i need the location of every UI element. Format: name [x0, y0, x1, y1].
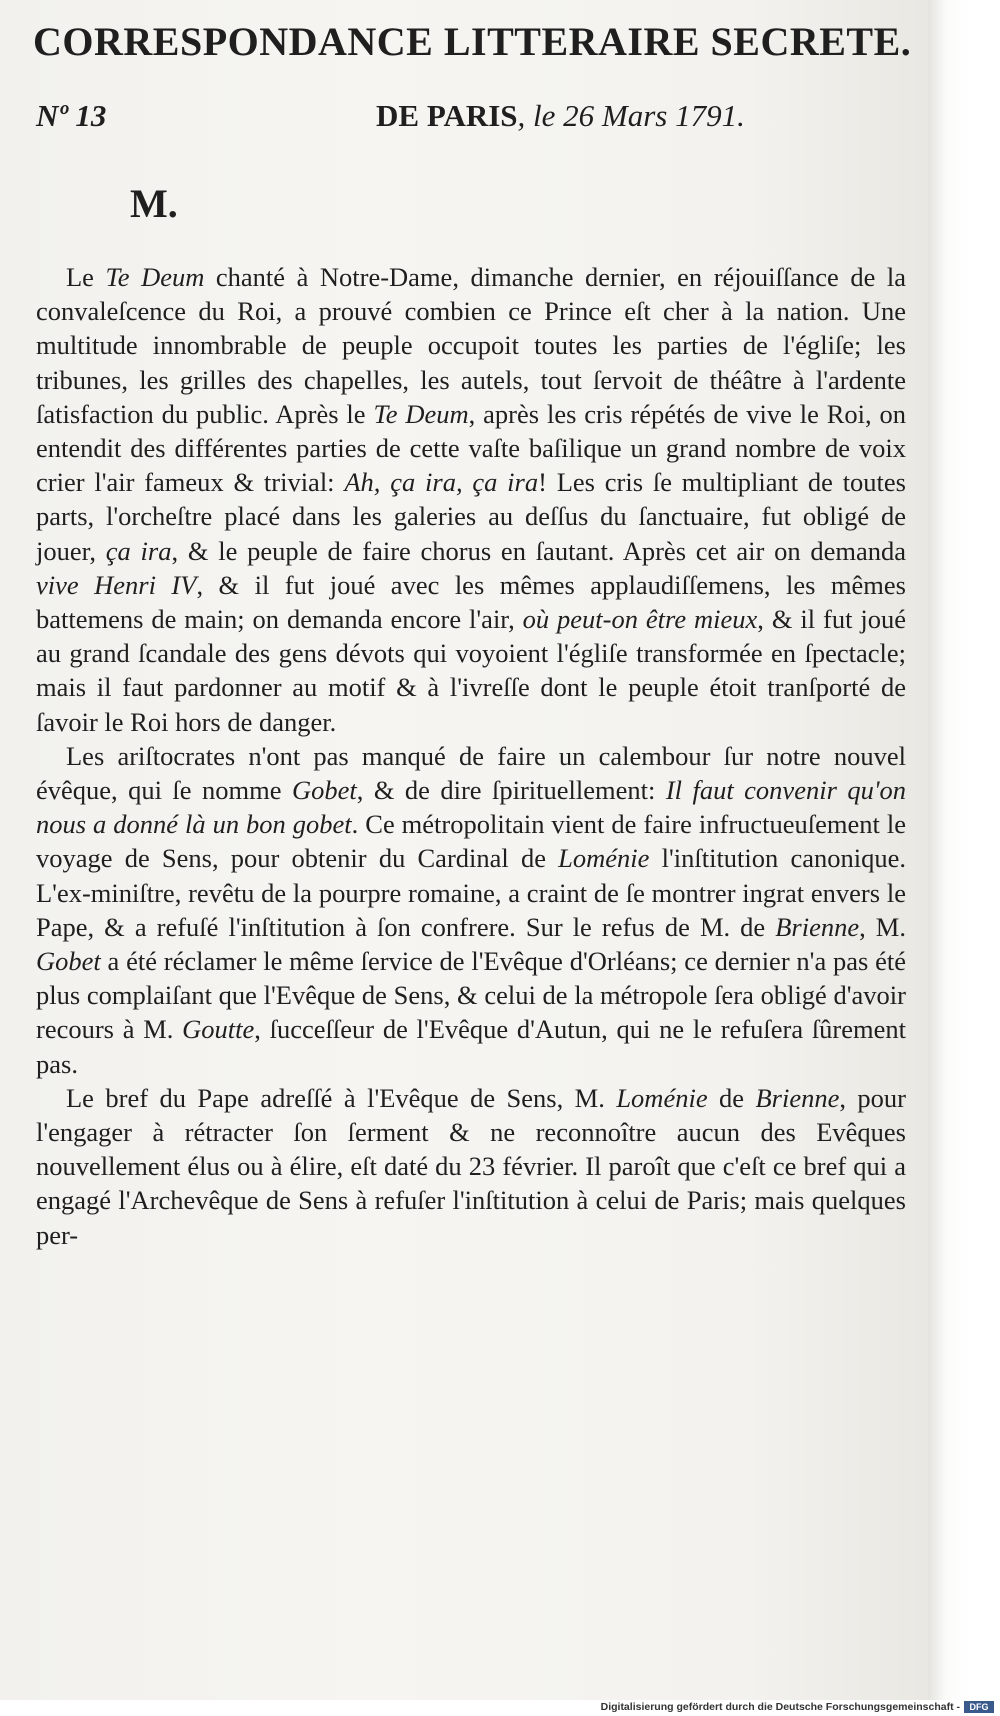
italic-run: Il faut convenir qu'on nous a donné là un bon gobet — [36, 775, 907, 840]
dateline — [376, 98, 745, 134]
issue-line — [36, 98, 920, 134]
italic-run: Te Deum — [373, 398, 469, 429]
italic-run: Brienne — [755, 1082, 840, 1113]
italic-run: Gobet — [36, 946, 101, 977]
text-run: . Ce métropolitain vient de faire infructueuſement le voyage de Sens, pour obtenir du Cardinal de — [36, 809, 907, 874]
text-run: chanté à Notre-Dame, dimanche dernier, en réjouiſſance de la convaleſcence du Roi, a prouvé combien ce Prince eſt cher à la nation. Une multitude innombrable de peuple occupoit toutes les parties de l'égliſe; les tribunes, les grilles des chapelles, les autels, tout ſervoit de théâtre à l'ardente ſatisfaction du public. Après le — [36, 262, 906, 429]
dateline-date: 26 Mars 1791. — [563, 98, 745, 133]
text-run: Les ariſtocrates n'ont pas manqué de faire un calembour ſur notre nouvel évêque, qui ſe nomme — [36, 740, 906, 806]
text-run: , pour l'engager à rétracter ſon ſerment & ne reconnoître aucun des Evêques nouvellement élus ou à élire, eſt daté du 23 février. Il paroît que c'eſt ce bref qui a engagé l'Archevêque de Sens à refuſer l'inſtitution à celui de Paris; mais quelques per- — [36, 1082, 906, 1250]
text-run: , & de dire ſpirituellement: — [356, 775, 666, 806]
text-run: , M. — [859, 911, 906, 942]
text-run: ! Les cris ſe multipliant de toutes parts, l'orcheſtre placé dans les galeries au deſſus du ſanctuaire, fut obligé de jouer, — [36, 467, 906, 566]
article-body — [36, 260, 906, 1252]
digitization-credit: Digitalisierung gefördert durch die Deutsche Forschungsgemeinschaft - — [600, 1701, 960, 1713]
italic-run: Gobet — [291, 775, 357, 806]
text-run: , & il fut joué avec les mêmes applaudiſſemens, les mêmes battemens de main; on demanda encore l'air, — [36, 569, 906, 635]
italic-run: Te Deum — [105, 262, 205, 292]
text-run: , & le peuple de faire chorus en ſautant. Après cet air on demanda — [171, 535, 906, 566]
masthead-title: CORRESPONDANCE LITTERAIRE SECRETE. — [33, 19, 912, 64]
italic-run: vive Henri IV — [36, 569, 197, 600]
italic-run: ça ira — [105, 535, 172, 566]
paragraph — [36, 739, 906, 1081]
dateline-city: DE PARIS — [376, 98, 518, 133]
italic-run: Loménie — [558, 843, 650, 874]
issue-number: Nº 13 — [36, 98, 107, 133]
text-run: Le — [66, 262, 106, 292]
salutation: M. — [130, 181, 178, 226]
dateline-le: , le — [517, 98, 564, 133]
text-run: , après les cris répétés de vive le Roi, on entendit des différentes parties de cette vaſte baſilique un grand nombre de voix crier l'air fameux & trivial: — [36, 398, 906, 498]
italic-run: Ah, ça ira, ça ira — [344, 467, 539, 498]
text-run: de — [707, 1082, 756, 1113]
italic-run: Brienne — [775, 911, 860, 942]
italic-run: Goutte — [182, 1014, 255, 1045]
italic-run: où peut-on être mieux — [522, 604, 758, 635]
italic-run: Loménie — [616, 1082, 708, 1113]
page-edge — [928, 0, 1000, 1700]
text-run: , & il fut joué au grand ſcandale des gens dévots qui voyoient l'égliſe transformée en ſpectacle; mais il faut pardonner au motif & à l'ivreſſe dont le peuple étoit tranſporté de ſavoir le Roi hors de danger. — [36, 604, 906, 737]
text-run: l'inſtitution canonique. L'ex-miniſtre, revêtu de la pourpre romaine, a craint de ſe montrer ingrat envers le Pape, & a refuſé l'inſtitution à ſon confrere. Sur le refus de M. de — [36, 843, 907, 942]
text-run: a été réclamer le même ſervice de l'Evêque d'Orléans; ce dernier n'a pas été plus complaiſant que l'Evêque de Sens, & celui de la métropole ſera obligé d'avoir recours à M. — [36, 946, 906, 1045]
paragraph — [36, 260, 906, 739]
text-run: Le bref du Pape adreſſé à l'Evêque de Sens, M. — [66, 1082, 617, 1113]
dfg-logo: DFG — [964, 1701, 994, 1713]
paragraph — [36, 1081, 906, 1252]
text-run: , ſucceſſeur de l'Evêque d'Autun, qui ne le refuſera ſûrement pas. — [36, 1014, 907, 1079]
